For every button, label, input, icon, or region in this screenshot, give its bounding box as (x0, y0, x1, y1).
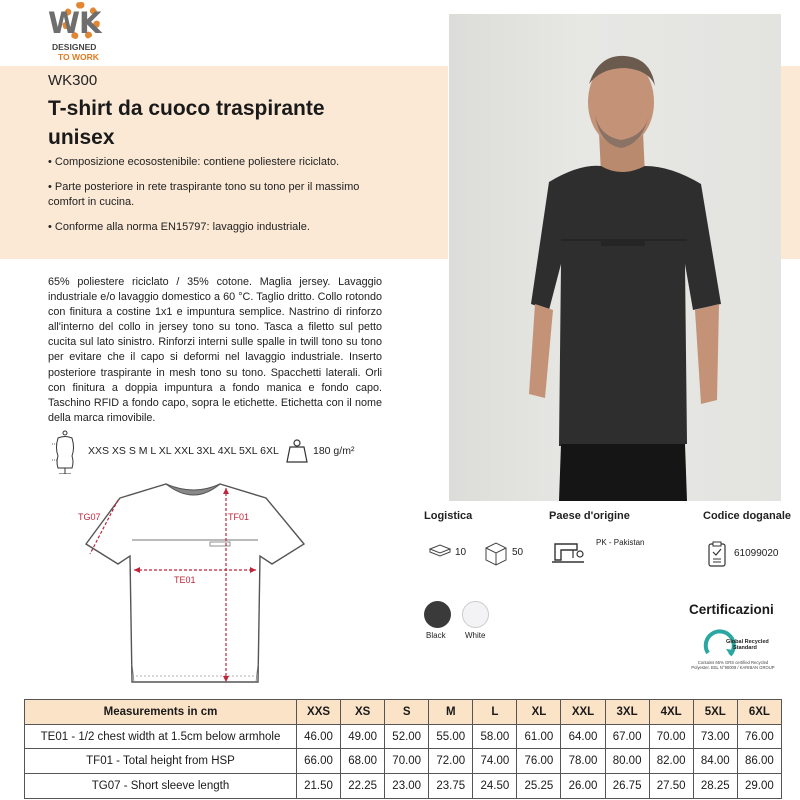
table-cell: 78.00 (561, 749, 605, 774)
origin-heading: Paese d'origine (549, 510, 630, 522)
table-cell: 28.25 (693, 774, 737, 799)
sizes-row (48, 430, 388, 474)
weight-icon (286, 439, 308, 463)
size-header: L (473, 700, 517, 725)
customs-heading: Codice doganale (703, 510, 792, 522)
size-header: XL (517, 700, 561, 725)
size-diagram (68, 478, 318, 690)
product-description: 65% poliestere riciclato / 35% cotone. Maglia jersey. Lavaggio industriale e/o lavaggio domestico a 60 °C. Taglio dritto. Collo rotondo con finitura a costine 1x1 e impuntura semplice. Nastrino di rinforzo all'interno del collo in jersey tono su tono. Tasca a filetto sul petto cucita sul lato sinistro. Rinforzi interni sulle spalle in twill tono su tono per evitare che il capo si deformi nel lavaggio industriale. Inserto posteriore traspirante in mesh tono su tono. Spacchetti laterali. Orli con finitura a doppia impuntura a fondo manica e fondo capo. Taschino RFID a fondo capo, sopra le etichette. Etichetta con il nome della marca rimovibile. (48, 276, 382, 424)
table-cell: 27.50 (649, 774, 693, 799)
measurements-table (24, 699, 782, 799)
label-tg07: TG07 (78, 512, 101, 522)
available-sizes: XXS XS S M L XL XXL 3XL 4XL 5XL 6XL (88, 445, 279, 457)
clipboard-icon (707, 540, 727, 568)
table-cell: 72.00 (429, 749, 473, 774)
table-cell: 46.00 (297, 724, 341, 749)
logo-line2: TO WORK (58, 52, 99, 62)
size-header: XXL (561, 700, 605, 725)
grs-line1: Global Recycled (726, 639, 769, 645)
table-cell: 22.25 (341, 774, 385, 799)
color-swatch-black[interactable] (424, 601, 451, 628)
certifications-heading: Certificazioni (689, 602, 774, 617)
brand-logo (46, 2, 110, 64)
table-cell: 70.00 (649, 724, 693, 749)
origin-country: PK - Pakistan (596, 538, 645, 547)
table-cell: 67.00 (605, 724, 649, 749)
feature-item: • Composizione ecosostenibile: contiene poliestere riciclato. (48, 156, 340, 168)
table-row (25, 749, 782, 774)
table-cell: 76.00 (737, 724, 781, 749)
logo-line1: DESIGNED (52, 42, 97, 52)
size-header: 5XL (693, 700, 737, 725)
label-tf01: TF01 (228, 512, 250, 522)
size-header: S (385, 700, 429, 725)
row-label: TE01 - 1/2 chest width at 1.5cm below armhole (25, 724, 297, 749)
product-title: T-shirt da cuoco traspirante unisex (48, 97, 325, 149)
customs-code: 61099020 (734, 548, 779, 559)
table-cell: 24.50 (473, 774, 517, 799)
table-cell: 68.00 (341, 749, 385, 774)
table-cell: 25.25 (517, 774, 561, 799)
table-cell: 80.00 (605, 749, 649, 774)
package-icon (428, 543, 452, 557)
feature-item: • Parte posteriore in rete traspirante tono su tono per il massimo comfort in cucina. (48, 181, 360, 208)
header-label: Measurements in cm (25, 700, 297, 725)
table-cell: 23.75 (429, 774, 473, 799)
grs-line2: Standard (733, 645, 757, 651)
color-label-black: Black (426, 631, 446, 640)
mannequin-icon (50, 430, 80, 474)
sewing-machine-icon (551, 538, 585, 568)
feature-item: • Conforme alla norma EN15797: lavaggio industriale. (48, 221, 310, 233)
fabric-weight: 180 g/m² (313, 445, 355, 457)
color-swatch-white[interactable] (462, 601, 489, 628)
table-cell: 29.00 (737, 774, 781, 799)
table-cell: 76.00 (517, 749, 561, 774)
model-figure (449, 14, 781, 501)
table-cell: 55.00 (429, 724, 473, 749)
table-cell: 21.50 (297, 774, 341, 799)
size-header: 4XL (649, 700, 693, 725)
table-cell: 26.00 (561, 774, 605, 799)
box-icon (483, 540, 509, 566)
size-header: XXS (297, 700, 341, 725)
table-cell: 86.00 (737, 749, 781, 774)
row-label: TF01 - Total height from HSP (25, 749, 297, 774)
size-header: XS (341, 700, 385, 725)
table-cell: 64.00 (561, 724, 605, 749)
table-cell: 82.00 (649, 749, 693, 774)
table-cell: 73.00 (693, 724, 737, 749)
table-row (25, 724, 782, 749)
table-cell: 66.00 (297, 749, 341, 774)
table-cell: 49.00 (341, 724, 385, 749)
table-row (25, 774, 782, 799)
table-cell: 26.75 (605, 774, 649, 799)
size-header: 6XL (737, 700, 781, 725)
header-band-edge (781, 66, 800, 259)
label-te01: TE01 (174, 575, 196, 585)
size-header: 3XL (605, 700, 649, 725)
size-header: M (429, 700, 473, 725)
product-photo (449, 14, 781, 501)
pack-quantity: 10 (455, 547, 467, 558)
table-cell: 23.00 (385, 774, 429, 799)
table-cell: 84.00 (693, 749, 737, 774)
logistics-heading: Logistica (424, 510, 473, 522)
logo-text: WK (48, 6, 101, 40)
table-cell: 52.00 (385, 724, 429, 749)
grs-claim: Contains 65% GRS certified Recycled Polyester. BSL N°90009 / KARIBAN GROUP (691, 660, 775, 670)
row-label: TG07 - Short sleeve length (25, 774, 297, 799)
product-sku: WK300 (48, 72, 98, 89)
box-quantity: 50 (512, 547, 524, 558)
color-label-white: White (465, 631, 486, 640)
table-cell: 74.00 (473, 749, 517, 774)
feature-list (48, 155, 378, 245)
table-cell: 61.00 (517, 724, 561, 749)
table-cell: 70.00 (385, 749, 429, 774)
table-cell: 58.00 (473, 724, 517, 749)
table-header-row (25, 700, 782, 725)
